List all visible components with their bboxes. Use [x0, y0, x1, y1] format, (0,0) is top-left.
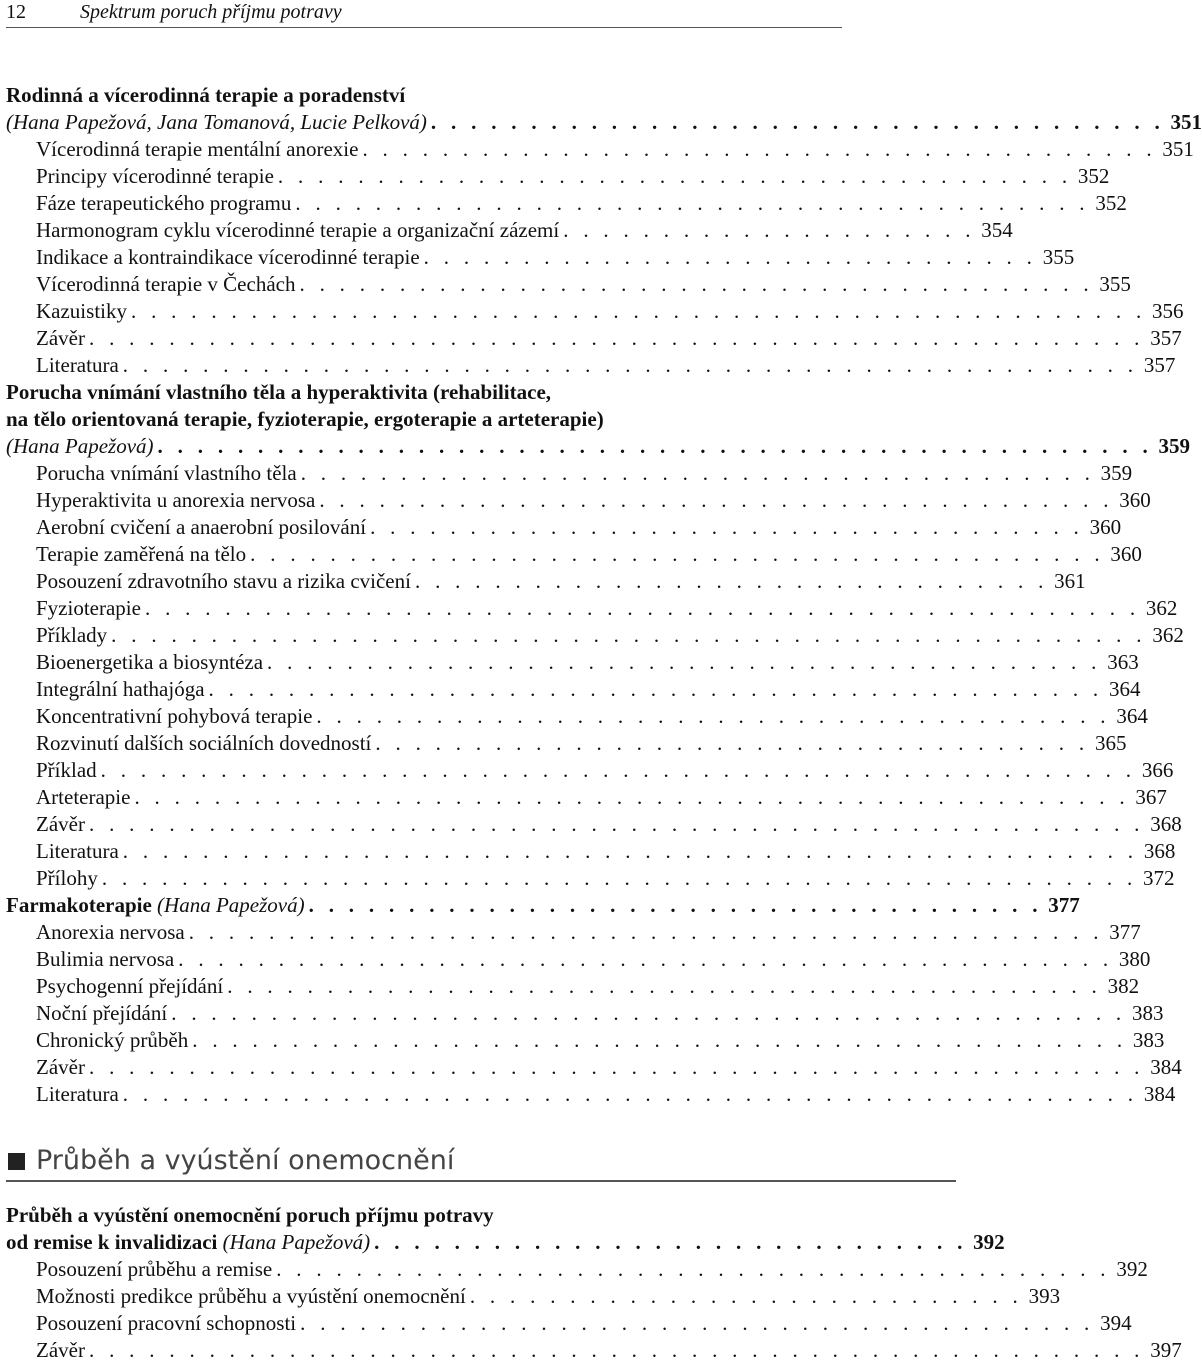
- entry-page-number: 367: [1135, 785, 1167, 809]
- dot-leader: . . . . . . . . . . . . . . . . . . . . . . . . . . . . . . . . . . . . . . . . . . . . .: [208, 677, 1103, 701]
- entry-title-text: Bulimia nervosa: [36, 947, 175, 971]
- dot-leader: . . . . . . . . . . . . . . . . . . . . . . . . . . . . . . . . . . . . . . . . . . . . . . . . . . . .: [100, 758, 1136, 782]
- dot-leader: . . . . . . . . . . . . . . . . . . . . . . . . . . . . . . . .: [414, 569, 1049, 593]
- entry-page-number: 351: [1162, 137, 1194, 161]
- dot-leader: . . . . . . . . . . . . . . . . . . . . . . . . . . . . . . . . . . . . . . . . . . . . . . . . . . . . .: [88, 326, 1145, 350]
- entry-page-number: 392: [1116, 1257, 1148, 1281]
- entry-title: [36, 811, 85, 838]
- entry-page-number: 359: [1100, 461, 1133, 485]
- entry-page-number: 359: [1158, 434, 1190, 458]
- toc-entry[interactable]: [6, 622, 1184, 649]
- dot-leader: . . . . . . . . . . . . . . . . . . . . . . . . . . . . . . . . . . . . . . . .: [295, 191, 1090, 215]
- entry-author: (Hana Papežová): [6, 434, 154, 458]
- toc-entry[interactable]: [6, 514, 1122, 541]
- toc-entry[interactable]: [6, 325, 1182, 352]
- entry-page-number: 392: [973, 1230, 1005, 1254]
- entry-title: [6, 1229, 370, 1256]
- entry-title: [36, 541, 246, 568]
- entry-title-text: Posouzení průběhu a remise: [36, 1257, 273, 1281]
- entry-title: [36, 1337, 85, 1364]
- entry-title: [36, 919, 185, 946]
- entry-title-text: Závěr: [36, 812, 85, 836]
- entry-title: [36, 730, 371, 757]
- dot-leader: . . . . . . . . . . . . . . . . . . . . . . . . . . . . . . . . . . . . . . . .: [316, 704, 1111, 728]
- dot-leader: . . . . . . . . . . . . . . . . . . . . . . . . . . . . . . . . . . . . . . . . . . . . . . . .: [171, 1001, 1126, 1025]
- toc-entry[interactable]: [6, 1027, 1165, 1054]
- entry-page-number: 380: [1118, 947, 1151, 971]
- entry-page-number: 382: [1107, 974, 1140, 998]
- entry-page-number: 383: [1131, 1001, 1164, 1025]
- entry-title: [36, 244, 420, 271]
- entry-page-number: 383: [1132, 1028, 1165, 1052]
- toc-entry[interactable]: [6, 676, 1141, 703]
- dot-leader: . . . . . . . . . . . . . . . . . . . . . . . . . . . . . . . . . . . .: [370, 515, 1084, 539]
- entry-title-text: Aerobní cvičení a anaerobní posilování: [36, 515, 367, 539]
- entry-title: [36, 1054, 85, 1081]
- toc-entry[interactable]: [6, 1337, 1182, 1364]
- section-heading: [6, 1142, 956, 1182]
- dot-leader: . . . . . . . . . . . . . . . . . . . . . . . . . . . . . . . . . . . . . . . . . . . .: [227, 974, 1102, 998]
- entry-page-number: 372: [1143, 866, 1175, 890]
- toc-entry[interactable]: [6, 271, 1131, 298]
- chapter-title-line: Porucha vnímání vlastního těla a hyperaktivita (rehabilitace,: [6, 380, 552, 404]
- dot-leader: . . . . . . . . . . . . . . . . . . . . . . . . . . . . . . . . . . . . . . . . . . . . . .: [188, 920, 1104, 944]
- toc-entry[interactable]: [6, 1256, 1148, 1283]
- entry-title: [36, 298, 127, 325]
- entry-page-number: 394: [1100, 1311, 1132, 1335]
- table-of-contents: [6, 82, 1202, 1108]
- entry-title: [36, 1081, 119, 1108]
- entry-title: [36, 514, 366, 541]
- toc-chapter-entry[interactable]: [6, 433, 1190, 460]
- toc-entry[interactable]: [6, 541, 1142, 568]
- entry-title: [6, 433, 154, 460]
- entry-title: [36, 352, 119, 379]
- entry-title-text: Vícerodinná terapie v Čechách: [36, 272, 296, 296]
- dot-leader: . . . . . . . . . . . . . . . . . . . . . . . . . . . . . . . . . . . . .: [308, 893, 1043, 917]
- dot-leader: . . . . . . . . . . . . . . . . . . . . . . . . . . . . . .: [374, 1230, 968, 1254]
- dot-leader: . . . . . . . . . . . . . . . . . . . . . . . . . . . . . . . . . . . . . . . . . . . . . . . . . . . . .: [88, 1338, 1145, 1362]
- entry-title: [6, 892, 305, 919]
- toc-entry[interactable]: [6, 1310, 1132, 1337]
- entry-title: [36, 757, 97, 784]
- entry-title-text: Koncentrativní pohybová terapie: [36, 704, 313, 728]
- toc-entry[interactable]: [6, 1054, 1182, 1081]
- entry-title: [36, 703, 312, 730]
- entry-page-number: 360: [1110, 542, 1142, 566]
- entry-page-number: 354: [981, 218, 1013, 242]
- dot-leader: . . . . . . . . . . . . . . . . . . . . . . . . . . . . . . . . . . . . . . . . . . . . . . . . . . .: [122, 353, 1138, 377]
- section-square-icon: [8, 1153, 25, 1170]
- entry-title-text: Vícerodinná terapie mentální anorexie: [36, 137, 359, 161]
- toc-entry[interactable]: [6, 919, 1141, 946]
- dot-leader: . . . . . . . . . . . . . . . . . . . . . . . . . . . . . . . . . . . . . . . . . . . . . . . . . . . . .: [88, 812, 1145, 836]
- entry-title-text: od remise k invalidizaci: [6, 1230, 218, 1254]
- entry-title: [36, 325, 85, 352]
- entry-title: [36, 649, 263, 676]
- toc-entry[interactable]: [6, 487, 1151, 514]
- entry-page-number: 377: [1109, 920, 1141, 944]
- entry-page-number: 368: [1150, 812, 1182, 836]
- entry-title-text: Indikace a kontraindikace vícerodinné terapie: [36, 245, 420, 269]
- entry-title-text: Rozvinutí dalších sociálních dovedností: [36, 731, 372, 755]
- entry-title-text: Harmonogram cyklu vícerodinné terapie a organizační zázemí: [36, 218, 560, 242]
- entry-title: [36, 487, 315, 514]
- dot-leader: . . . . . . . . . . . . . . . . . . . . . . . . . . . . . . . . . . . . . . . . . . . . . . . . . . . .: [111, 623, 1147, 647]
- entry-title-text: Chronický průběh: [36, 1028, 189, 1052]
- dot-leader: . . . . . . . . . . . . . . . . . . . . . . . . . . . . . . . . . . . . . . . . . . . . . . . . . . .: [130, 299, 1147, 323]
- entry-title: [36, 136, 358, 163]
- chapter-title-line: Rodinná a vícerodinná terapie a poradenství: [6, 83, 406, 107]
- entry-title-text: Závěr: [36, 1055, 85, 1079]
- entry-title-text: Literatura: [36, 353, 119, 377]
- dot-leader: . . . . . . . . . . . . . . . . . . . . . . . . . . . . . . . . . . . . . . . .: [300, 461, 1095, 485]
- toc-entry[interactable]: [6, 595, 1178, 622]
- toc-entry[interactable]: [6, 946, 1151, 973]
- entry-page-number: 393: [1028, 1284, 1061, 1308]
- entry-title-text: Arteterapie: [36, 785, 131, 809]
- dot-leader: . . . . . . . . . . . . . . . . . . . . . . . . . . . . . . . . . . . . . . . .: [299, 272, 1094, 296]
- entry-title: [36, 271, 295, 298]
- entry-author: (Hana Papežová): [222, 1230, 371, 1254]
- entry-title-text: Hyperaktivita u anorexia nervosa: [36, 488, 316, 512]
- entry-author: (Hana Papežová, Jana Tomanová, Lucie Pelková): [6, 110, 427, 134]
- dot-leader: . . . . . . . . . . . . . . . . . . . . . . . . . . . . . . . . . . . . . . . . . . . . . . . . . .: [134, 785, 1130, 809]
- entry-title: [36, 946, 174, 973]
- entry-title: [36, 1283, 466, 1310]
- toc-entry[interactable]: [6, 460, 1133, 487]
- dot-leader: . . . . . . . . . . . . . . . . . . . . . . . . . . . . . . . . . . . . .: [430, 110, 1165, 134]
- chapter-title-line: Průběh a vyústění onemocnění poruch příjmu potravy: [6, 1203, 494, 1227]
- toc-entry[interactable]: [6, 649, 1139, 676]
- dot-leader: . . . . . . . . . . . . . . . . . . . . . . . . . . . . . . . . . . . . . . . . . . . . . . . . . .: [157, 434, 1153, 458]
- toc-entry[interactable]: [6, 1081, 1176, 1108]
- toc-chapter-entry[interactable]: [6, 892, 1080, 919]
- entry-page-number: 377: [1048, 893, 1080, 917]
- running-title: Spektrum poruch příjmu potravy: [80, 1, 342, 23]
- section-title: Průběh a vyústění onemocnění: [36, 1145, 455, 1176]
- entry-page-number: 357: [1150, 326, 1182, 350]
- entry-title-text: Literatura: [36, 839, 119, 863]
- entry-title-text: Fáze terapeutického programu: [36, 191, 292, 215]
- entry-title-text: Příklad: [36, 758, 97, 782]
- entry-title: [36, 865, 98, 892]
- table-of-contents-2: [6, 1202, 1182, 1364]
- entry-title-text: Posouzení zdravotního stavu a rizika cvičení: [36, 569, 411, 593]
- entry-title: [36, 784, 130, 811]
- toc-entry[interactable]: [6, 1283, 1061, 1310]
- dot-leader: . . . . . . . . . . . . . . . . . . . . . . . . . . . . . . . . . . . . . . . .: [319, 488, 1114, 512]
- entry-page-number: 397: [1150, 1338, 1182, 1362]
- toc-entry[interactable]: [6, 298, 1184, 325]
- entry-title-text: Noční přejídání: [36, 1001, 168, 1025]
- entry-page-number: 361: [1054, 569, 1086, 593]
- entry-title: [36, 1000, 167, 1027]
- dot-leader: . . . . . . . . . . . . . . . . . . . . . . . . . . . . . . . . . . . . . . . . . . . . . . . . . .: [144, 596, 1140, 620]
- entry-title-text: Bioenergetika a biosyntéza: [36, 650, 264, 674]
- toc-entry[interactable]: [6, 973, 1140, 1000]
- entry-page-number: 355: [1099, 272, 1131, 296]
- entry-page-number: 365: [1094, 731, 1127, 755]
- toc-entry[interactable]: [6, 163, 1110, 190]
- entry-page-number: 362: [1145, 596, 1178, 620]
- page-number: 12: [6, 1, 26, 23]
- entry-title-text: Principy vícerodinné terapie: [36, 164, 274, 188]
- entry-title-text: Anorexia nervosa: [36, 920, 185, 944]
- page-header: [6, 0, 842, 28]
- entry-title: [6, 109, 427, 136]
- toc-entry[interactable]: [6, 244, 1075, 271]
- dot-leader: . . . . . . . . . . . . . . . . . . . . . . . . . . . . . . . . . . . . . . . . . . . . . . .: [192, 1028, 1127, 1052]
- chapter-title-line: na tělo orientovaná terapie, fyzioterapie, ergoterapie a arteterapie): [6, 407, 604, 431]
- toc-entry[interactable]: [6, 784, 1167, 811]
- dot-leader: . . . . . . . . . . . . . . . . . . . . . . . . . . . .: [469, 1284, 1023, 1308]
- entry-title: [36, 190, 291, 217]
- dot-leader: . . . . . . . . . . . . . . . . . . . . . . . . . . . . . . . . . . . . . . . . . .: [276, 1257, 1111, 1281]
- dot-leader: . . . . . . . . . . . . . . . . . . . . . . . . . . . . . . . . . . . .: [375, 731, 1089, 755]
- entry-page-number: 360: [1089, 515, 1122, 539]
- toc-entry[interactable]: [6, 703, 1148, 730]
- toc-entry[interactable]: [6, 811, 1182, 838]
- entry-title-text: Terapie zaměřená na tělo: [36, 542, 247, 566]
- entry-title: [36, 1256, 272, 1283]
- entry-title: [36, 973, 223, 1000]
- entry-page-number: 364: [1108, 677, 1141, 701]
- entry-title: [36, 163, 274, 190]
- entry-page-number: 352: [1095, 191, 1127, 215]
- entry-page-number: 364: [1116, 704, 1148, 728]
- dot-leader: . . . . . . . . . . . . . . . . . . . . .: [563, 218, 976, 242]
- entry-page-number: 384: [1143, 1082, 1176, 1106]
- entry-author: (Hana Papežová): [157, 893, 305, 917]
- toc-entry[interactable]: [6, 352, 1176, 379]
- dot-leader: . . . . . . . . . . . . . . . . . . . . . . . . . . . . . . . . . . . . . . . .: [277, 164, 1072, 188]
- dot-leader: . . . . . . . . . . . . . . . . . . . . . . . . . . . . . . . . . . . . . . . . . . . . . . .: [178, 947, 1113, 971]
- toc-chapter-entry[interactable]: [6, 1229, 1005, 1256]
- toc-entry[interactable]: [6, 838, 1176, 865]
- entry-title: [36, 1310, 296, 1337]
- entry-page-number: 357: [1143, 353, 1176, 377]
- entry-title: [36, 460, 297, 487]
- entry-title-text: Přílohy: [36, 866, 98, 890]
- toc-chapter-entry[interactable]: [6, 109, 1202, 136]
- dot-leader: . . . . . . . . . . . . . . . . . . . . . . . . . . . . . . . . . . . . . . . . . .: [267, 650, 1102, 674]
- dot-leader: . . . . . . . . . . . . . . . . . . . . . . . . . . . . . . . . . . . . . . . . . . . . . . . . . . . . .: [88, 1055, 1145, 1079]
- entry-page-number: 352: [1077, 164, 1110, 188]
- entry-page-number: 360: [1119, 488, 1151, 512]
- entry-title-text: Možnosti predikce průběhu a vyústění onemocnění: [36, 1284, 466, 1308]
- entry-title-text: Porucha vnímání vlastního těla: [36, 461, 297, 485]
- entry-title-text: Farmakoterapie: [6, 893, 152, 917]
- toc-entry[interactable]: [6, 190, 1127, 217]
- toc-entry[interactable]: [6, 757, 1174, 784]
- toc-entry[interactable]: [6, 136, 1194, 163]
- dot-leader: . . . . . . . . . . . . . . . . . . . . . . . . . . . . . . . . . . . . . . . . . . . . . . . . . . .: [122, 839, 1138, 863]
- toc-entry[interactable]: [6, 1000, 1164, 1027]
- dot-leader: . . . . . . . . . . . . . . . . . . . . . . . . . . . . . . . . . . . . . . . . . . .: [250, 542, 1105, 566]
- entry-title-text: Integrální hathajóga: [36, 677, 205, 701]
- entry-page-number: 351: [1170, 110, 1202, 134]
- entry-page-number: 384: [1150, 1055, 1182, 1079]
- entry-title: [36, 622, 107, 649]
- entry-title-text: Psychogenní přejídání: [36, 974, 224, 998]
- entry-page-number: 363: [1107, 650, 1139, 674]
- dot-leader: . . . . . . . . . . . . . . . . . . . . . . . . . . . . . . . . . . . . . . . . . . . . . . . . . . . .: [101, 866, 1137, 890]
- entry-page-number: 366: [1141, 758, 1174, 782]
- entry-title-text: Závěr: [36, 1338, 85, 1362]
- dot-leader: . . . . . . . . . . . . . . . . . . . . . . . . . . . . . . . . . . . . . . . .: [300, 1311, 1095, 1335]
- entry-page-number: 362: [1152, 623, 1184, 647]
- dot-leader: . . . . . . . . . . . . . . . . . . . . . . . . . . . . . . .: [423, 245, 1037, 269]
- entry-title: [36, 595, 141, 622]
- entry-title: [36, 838, 119, 865]
- entry-title: [36, 676, 205, 703]
- entry-title-text: Fyzioterapie: [36, 596, 141, 620]
- entry-title: [36, 1027, 188, 1054]
- entry-page-number: 355: [1042, 245, 1075, 269]
- toc-entry[interactable]: [6, 217, 1013, 244]
- entry-title-text: Kazuistiky: [36, 299, 127, 323]
- entry-title-text: Závěr: [36, 326, 85, 350]
- entry-title-text: Literatura: [36, 1082, 119, 1106]
- entry-page-number: 356: [1152, 299, 1184, 323]
- entry-title: [36, 217, 559, 244]
- entry-title-text: Příklady: [36, 623, 108, 647]
- toc-entry[interactable]: [6, 730, 1127, 757]
- entry-title: [36, 568, 411, 595]
- dot-leader: . . . . . . . . . . . . . . . . . . . . . . . . . . . . . . . . . . . . . . . .: [362, 137, 1157, 161]
- toc-entry[interactable]: [6, 865, 1175, 892]
- dot-leader: . . . . . . . . . . . . . . . . . . . . . . . . . . . . . . . . . . . . . . . . . . . . . . . . . . .: [122, 1082, 1138, 1106]
- toc-entry[interactable]: [6, 568, 1086, 595]
- entry-title-text: Posouzení pracovní schopnosti: [36, 1311, 297, 1335]
- entry-page-number: 368: [1143, 839, 1176, 863]
